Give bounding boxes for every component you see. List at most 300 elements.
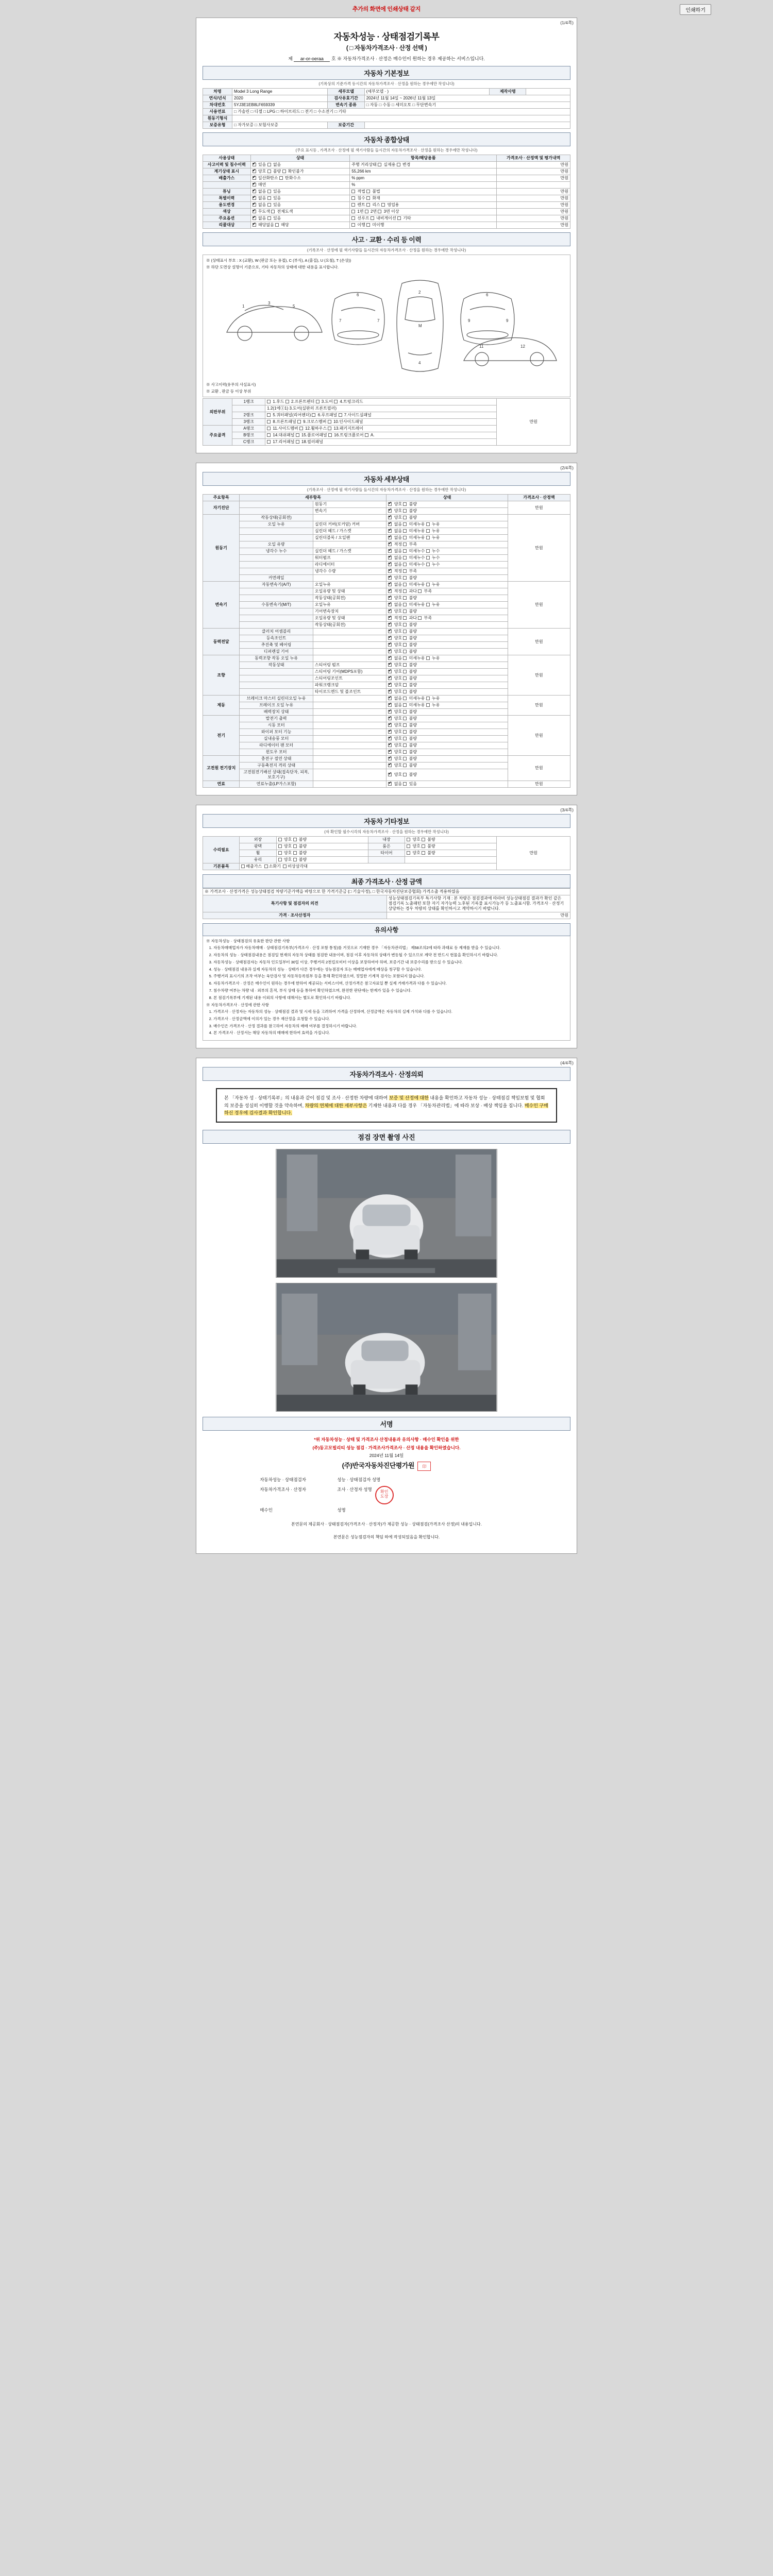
detail-sub-1-0: 작동상태(공회전): [240, 515, 313, 521]
detail-item-0-1: 변속기: [313, 508, 386, 515]
panel-damage-table: [203, 398, 570, 446]
panel-price-value: 만원: [497, 399, 570, 446]
overall-state-table: [203, 155, 570, 229]
detail-sub-6-0: 발전기 출력: [240, 716, 313, 722]
panel-items-1-0[interactable]: 11.사이드멤버 12.휠하우스 13.패키지트레이: [265, 426, 497, 432]
detail-sub-1-7: [240, 562, 313, 568]
detail-item-0-0: 원동기: [313, 501, 386, 508]
table-row: [203, 102, 570, 109]
etc-val-3-b[interactable]: [405, 857, 497, 863]
table-row: [203, 95, 570, 102]
detail-group-2: 변속기: [203, 582, 240, 629]
detail-price-6: 만원: [508, 716, 570, 756]
detail-group-1: 원동기: [203, 515, 240, 582]
section-etc-title: 자동차 기타정보: [203, 814, 570, 828]
etc-key-1-b: 룸은: [368, 843, 405, 850]
overall-group-0: 사고이력 및 침수이력: [203, 162, 251, 168]
detail-state-6-3[interactable]: ✔ 양호 불량: [386, 736, 508, 742]
panel-rank-1-2: C랭크: [232, 439, 265, 446]
warning-item: 4. 성능 · 상태점검 내용과 실제 자동차의 성능 · 상태가 다른 경우에는 성능점검자 또는 매매업자에게 배상을 청구할 수 있습니다.: [213, 967, 567, 973]
detail-sub-6-1: 시동 모터: [240, 722, 313, 729]
basic-1-label2: 검사유효기간: [328, 95, 364, 102]
detail-state-1-8[interactable]: ✔ 적정 부족: [386, 568, 508, 575]
basic-2-label: 차대번호: [203, 102, 232, 109]
detail-item-5-2: [313, 709, 386, 716]
detail-state-6-0[interactable]: ✔ 양호 불량: [386, 716, 508, 722]
warning-item-secondary: 4. 본 가격조사 · 산정서는 해당 자동차의 매매에 한하여 효력을 가집니다.: [213, 1030, 567, 1036]
detail-state-7-2[interactable]: ✔ 양호 불량: [386, 769, 508, 781]
table-row: [203, 515, 570, 521]
table-row: [203, 837, 570, 843]
svg-text:2: 2: [418, 290, 421, 295]
table-row: [203, 582, 570, 588]
signature-inspector-value: 성능 · 상태점검자 성명: [337, 1477, 381, 1482]
section-overall-title: 자동차 종합상태: [203, 132, 570, 146]
detail-sub-0-0: [240, 501, 313, 508]
basic-5-label2: 보증기간: [328, 122, 364, 129]
svg-text:6: 6: [357, 293, 359, 297]
page-2-number: (2/4쪽): [560, 465, 574, 470]
detail-sub-6-5: 윈도우 모터: [240, 749, 313, 756]
detail-state-3-3[interactable]: ✔ 양호 불량: [386, 649, 508, 655]
detail-state-1-4[interactable]: ✔ 적정 부족: [386, 541, 508, 548]
signature-rows: [260, 1475, 513, 1516]
page-2: [196, 463, 577, 795]
detail-item-6-2: [313, 729, 386, 736]
warning-item: 1. 자동차매매업자가 자동차매매 · 상태점검기록부(가격조사 · 산정 포함 통칭)를 거짓으로 기재한 경우 「자동차관리법」 제58조의2에 따라 과태료 등 제재를 받을 수 있습니다.: [213, 945, 567, 951]
detail-sub-1-4: 오일 유량: [240, 541, 313, 548]
detail-state-1-0[interactable]: ✔ 양호 불량: [386, 515, 508, 521]
panel-group-0: 외판부위: [203, 399, 232, 426]
warning-item: 5. 주행거리 표시기의 조작 여부는 육안검사 및 자동차등록원부 등을 통해 확인하였으며, 정밀한 기계적 검사는 포함되지 않습니다.: [213, 974, 567, 979]
overall-col-3: 가격조사 · 산정액 및 평가내역: [497, 155, 570, 162]
detail-state-7-1[interactable]: ✔ 양호 불량: [386, 762, 508, 769]
table-row: [203, 222, 570, 229]
detail-state-1-3[interactable]: ✔ 없음 미세누유 누유: [386, 535, 508, 541]
signature-section-title: 서명: [203, 1417, 570, 1431]
overall-price-2: 만원: [497, 175, 570, 182]
table-row: [203, 895, 570, 912]
detail-state-1-5[interactable]: ✔ 없음 미세누수 누수: [386, 548, 508, 555]
detail-sub-4-4: [240, 682, 313, 689]
page-1-number: (1/4쪽): [560, 20, 574, 25]
svg-text:7: 7: [377, 318, 380, 323]
overall-items-6[interactable]: ✔ 없음 있음: [250, 202, 350, 209]
etc-key-1-a: 광택: [240, 843, 276, 850]
detail-group-6: 전기: [203, 716, 240, 756]
detail-state-2-1[interactable]: ✔ 적정 과다 부족: [386, 588, 508, 595]
warnings-box: [203, 936, 570, 1041]
table-row: [203, 115, 570, 122]
section-basic-info-title: 자동차 기본정보: [203, 66, 570, 80]
detail-state-4-0[interactable]: ✔ 없음 미세누유 누유: [386, 655, 508, 662]
table-row: [203, 696, 570, 702]
detail-sub-3-1: 등속조인트: [240, 635, 313, 642]
detail-state-4-2[interactable]: ✔ 양호 불량: [386, 669, 508, 675]
svg-text:M: M: [418, 324, 422, 328]
detail-sub-2-0: 자동변속기(A/T): [240, 582, 313, 588]
detail-state-3-2[interactable]: ✔ 양호 불량: [386, 642, 508, 649]
overall-price-8: 만원: [497, 215, 570, 222]
detail-item-6-5: [313, 749, 386, 756]
detail-item-2-2: 작동상태(공회전): [313, 595, 386, 602]
detail-sub-5-1: 브레이크 오일 누유: [240, 702, 313, 709]
svg-text:3: 3: [268, 301, 271, 306]
overall-group-8: 주요옵션: [203, 215, 251, 222]
detail-state-1-2[interactable]: ✔ 없음 미세누유 누유: [386, 528, 508, 535]
detail-sub-2-5: [240, 615, 313, 622]
warning-item-secondary: 2. 가격조사 · 산정금액에 이의가 있는 경우 재산정을 요청할 수 있습니다.: [213, 1016, 567, 1022]
warning-item: 7. 침수차량 여부는 차량 내 · 외부의 흔적, 부식 상태 등을 통하여 확인하였으며, 완전한 판단에는 한계가 있을 수 있습니다.: [213, 988, 567, 994]
overall-items-8[interactable]: ✔ 없음 있음: [250, 215, 350, 222]
etc-key-2-a: 휠: [240, 850, 276, 857]
etc-price-value: 만원: [497, 837, 570, 870]
etc-val-1-b[interactable]: 양호 불량: [405, 843, 497, 850]
section-basic-info-note: (기록상의 기준가격 등시간의 자동차가격조사 · 산정을 원하는 경우에만 작성니다): [318, 81, 455, 86]
table-header-row: [203, 495, 570, 501]
detail-sub-5-2: 배력장치 상태: [240, 709, 313, 716]
table-row: [203, 89, 570, 95]
detail-item-2-5: 오일유량 및 상태: [313, 615, 386, 622]
panel-rank-0-3: 3랭크: [232, 419, 265, 426]
overall-items-4[interactable]: ✔ 없음 있음: [250, 189, 350, 195]
detail-state-6-5[interactable]: ✔ 양호 불량: [386, 749, 508, 756]
panel-items-1-2[interactable]: 17.리어패널 18.필러패널: [265, 439, 497, 446]
detail-sub-6-2: 와이퍼 모터 기능: [240, 729, 313, 736]
table-row: [203, 195, 570, 202]
overall-price-5: 만원: [497, 195, 570, 202]
table-row: [203, 162, 570, 168]
diagram-note-1: ※ (상태표시 부호 : X (교환), W (판금 또는 용접), C (부식), A (흠집), U (요철), T (손상)): [206, 258, 351, 263]
damage-diagram-panel: [203, 255, 570, 397]
overall-items-0[interactable]: ✔ 있음 없음: [250, 162, 350, 168]
panel-rank-0-2: 2랭크: [232, 412, 265, 419]
overall-items-3[interactable]: ✔ 매연: [250, 182, 350, 189]
overall-detail-1[interactable]: 55,266 km: [350, 168, 497, 175]
document-subtitle: ( □ 자동차가격조사 · 산정 선택 ): [346, 44, 427, 52]
car-diagram: [205, 270, 568, 381]
svg-text:7: 7: [339, 318, 342, 323]
table-row: [203, 501, 570, 508]
warnings-sub-title: ※ 자동차가격조사 · 산정에 관한 사항: [206, 1002, 269, 1007]
detail-item-4-5: 타이로드엔드 및 볼조인트: [313, 689, 386, 696]
overall-price-7: 만원: [497, 209, 570, 215]
overall-group-3: [203, 182, 251, 189]
detail-state-4-5[interactable]: ✔ 양호 불량: [386, 689, 508, 696]
warning-item: 6. 자동차가격조사 · 산정은 매수인이 원하는 경우에 한하여 제공되는 서비스이며, 산정가격은 참고자료일 뿐 실제 거래가격과 다를 수 있습니다.: [213, 981, 567, 987]
top-notice-text: 추가의 화면에 인쇄상태 같지: [352, 6, 421, 12]
warning-item: 8. 본 점검기록부에 기재된 내용 이외의 사항에 대해서는 별도로 확인하시기 바랍니다.: [213, 995, 567, 1001]
section-detail-note: (기록조사 · 산정에 필 색기사람들 들시간의 자동차가격조사 · 산정을 원하는 경우에만 작성니다): [307, 487, 466, 492]
detail-state-2-4[interactable]: ✔ 양호 불량: [386, 608, 508, 615]
detail-state-1-6[interactable]: ✔ 없음 미세누수 누수: [386, 555, 508, 562]
signature-company: (주)반국자동차진단평가원: [342, 1462, 414, 1470]
basic-1-value2: 2024년 11월 14일 ~ 2026년 11월 13일: [364, 95, 570, 102]
etc-key-0-b: 내장: [368, 837, 405, 843]
detail-price-8: 만원: [508, 781, 570, 788]
table-row: [203, 189, 570, 195]
detail-group-7: 고전원 전기장치: [203, 756, 240, 781]
detail-state-5-0[interactable]: ✔ 없음 미세누유 누유: [386, 696, 508, 702]
panel-items-0-3[interactable]: 8.프론트패널 9.크로스멤버 10.인사이드패널: [265, 419, 497, 426]
overall-price-4: 만원: [497, 189, 570, 195]
table-row: [203, 781, 570, 788]
overall-items-2[interactable]: ✔ 일산화탄소 탄화수소: [250, 175, 350, 182]
overall-detail-0[interactable]: 주행 거리상태 실제용 변경: [350, 162, 497, 168]
detail-state-5-1[interactable]: ✔ 없음 미세누유 누유: [386, 702, 508, 709]
panel-items-1-1[interactable]: 14.대쉬패널 15.플로어패널 16.트렁크플로어 A.: [265, 432, 497, 439]
doc-no-value: ar-or-oeraa: [294, 56, 330, 62]
basic-info-table: [203, 88, 570, 129]
basic-5-value2: [364, 122, 570, 129]
etc-val-2-b[interactable]: 양호 불량: [405, 850, 497, 857]
detail-state-2-2[interactable]: ✔ 양호 불량: [386, 595, 508, 602]
panel-group-1: 주요골격: [203, 426, 232, 446]
special-note-label: 특기사항 및 점검자의 의견: [203, 895, 387, 912]
overall-items-9[interactable]: ✔ 해당없음 해당: [250, 222, 350, 229]
table-row: [203, 215, 570, 222]
detail-state-6-4[interactable]: ✔ 양호 불량: [386, 742, 508, 749]
detail-state-6-2[interactable]: ✔ 양호 불량: [386, 729, 508, 736]
signature-row-buyer: [260, 1505, 513, 1515]
detail-col-3: 가격조사 · 산정액: [508, 495, 570, 501]
signature-buyer-label: 매수인: [260, 1507, 273, 1513]
etc-val-0-a[interactable]: 양호 불량: [276, 837, 368, 843]
signature-buyer-value: 성명: [337, 1507, 346, 1513]
detail-item-8-0: [313, 781, 386, 788]
basic-2-label2: 변속기 종류: [328, 102, 364, 109]
table-row: [203, 168, 570, 175]
detail-price-1: 만원: [508, 515, 570, 582]
overall-group-9: 리콜대상: [203, 222, 251, 229]
etc-key-3-a: 유리: [240, 857, 276, 863]
detail-col-1: 세부항목: [240, 495, 386, 501]
section-accident-title: 사고 · 교환 · 수리 등 이력: [203, 232, 570, 246]
overall-detail-8[interactable]: 선루프 내비게이션 기타: [350, 215, 497, 222]
table-row: [203, 756, 570, 762]
detail-state-8-0[interactable]: ✔ 없음 있음: [386, 781, 508, 788]
basic-0-label: 차명: [203, 89, 232, 95]
detail-state-2-5[interactable]: ✔ 적정 과다 부족: [386, 615, 508, 622]
warning-item-secondary: 3. 매수인은 가격조사 · 산정 결과를 참고하여 자동차의 매매 여부를 결정하시기 바랍니다.: [213, 1024, 567, 1029]
detail-col-0: 주요항목: [203, 495, 240, 501]
etc-repair-label: 수리필요: [203, 837, 240, 863]
detail-sub-1-1: 오일 누유: [240, 521, 313, 528]
overall-price-9: 만원: [497, 222, 570, 229]
detail-state-4-4[interactable]: ✔ 양호 불량: [386, 682, 508, 689]
table-row: [203, 202, 570, 209]
svg-text:1: 1: [242, 304, 245, 309]
document-number-line: [203, 55, 570, 62]
detail-state-7-0[interactable]: ✔ 양호 불량: [386, 756, 508, 762]
detail-state-6-1[interactable]: ✔ 양호 불량: [386, 722, 508, 729]
detail-state-0-0[interactable]: ✔ 양호 불량: [386, 501, 508, 508]
overall-detail-6[interactable]: 렌트 리스 영업용: [350, 202, 497, 209]
signature-assessor-label: 자동차가격조사 · 산정자: [260, 1487, 306, 1492]
detail-item-5-1: [313, 702, 386, 709]
detail-item-2-6: 작동상태(공회전): [313, 622, 386, 629]
company-stamp-icon: 印: [417, 1462, 431, 1471]
signature-inspector-label: 자동차성능 · 상태점검자: [260, 1477, 306, 1482]
detail-state-1-7[interactable]: ✔ 없음 미세누수 누수: [386, 562, 508, 568]
detail-item-4-0: [313, 655, 386, 662]
detail-state-1-1[interactable]: ✔ 없음 미세누유 누유: [386, 521, 508, 528]
overall-detail-9[interactable]: 이행 미이행: [350, 222, 497, 229]
final-price-table: [203, 888, 570, 919]
signature-date: 2024년 11월 14일: [369, 1453, 404, 1459]
signature-assessor-value: 조사 · 산정자 성명: [337, 1487, 372, 1492]
section-detail-title: 자동차 세부상태: [203, 472, 570, 486]
detail-state-2-3[interactable]: ✔ 없음 미세누유 누유: [386, 602, 508, 608]
detail-state-4-1[interactable]: ✔ 양호 불량: [386, 662, 508, 669]
basic-4-label: 원동기형식: [203, 115, 232, 122]
section-overall-note: (주요 표시등 , 가격조사 · 산정에 필 색기사람들 들시간의 자동차가격조사 · 산정을 원하는 경우에만 작성니다): [295, 148, 478, 152]
table-row: [203, 122, 570, 129]
detail-item-7-1: [313, 762, 386, 769]
table-row: [203, 209, 570, 215]
detail-item-7-2: [313, 769, 386, 781]
doc-no-tail: ※ 자동차가격조사 · 산정은 매수인이 원하는 경우 제공하는 서비스입니다.: [337, 56, 485, 61]
basic-4-value: [232, 115, 570, 122]
document-title: 자동차성능 · 상태점검기록부: [333, 32, 440, 42]
top-toolbar: [0, 0, 773, 18]
overall-group-5: 특별이력: [203, 195, 251, 202]
table-row: [203, 109, 570, 115]
warning-item-secondary: 1. 가격조사 · 산정자는 자동차의 성능 · 상태점검 결과 및 시세 등을 고려하여 가격을 산정하며, 산정금액은 자동차의 실제 가치와 다를 수 있습니다.: [213, 1009, 567, 1015]
detail-sub-1-6: [240, 555, 313, 562]
warning-item: 3. 자동차성능 · 상태점검자는 자동차 인도일부터 30일 이상, 주행거리 2천킬로미터 이상을 보장하여야 하며, 보증기간 내 보증수리를 받으실 수 있습니다.: [213, 960, 567, 965]
guarantee-highlight-2: 차량의 연체에 대한 세부사항은: [305, 1103, 367, 1108]
table-row: [203, 655, 570, 662]
overall-col-1: 상태: [250, 155, 350, 162]
basic-0-value: Model 3 Long Range: [232, 89, 328, 95]
page-3-number: (3/4쪽): [560, 807, 574, 812]
detail-price-7: 만원: [508, 756, 570, 781]
assessor-stamp-icon: 확인 도장: [375, 1486, 394, 1504]
etc-val-0-b[interactable]: 양호 불량: [405, 837, 497, 843]
overall-price-1: 만원: [497, 168, 570, 175]
overall-items-5[interactable]: ✔ 없음 있음: [250, 195, 350, 202]
detail-state-2-0[interactable]: ✔ 없음 미세누유 누유: [386, 582, 508, 588]
detail-state-3-1[interactable]: ✔ 양호 불량: [386, 635, 508, 642]
detail-group-4: 조향: [203, 655, 240, 696]
signature-row-assessor: [260, 1485, 513, 1505]
guarantee-highlight-1: 보증 및 산정에 대한: [389, 1095, 429, 1101]
table-row: [203, 889, 570, 895]
detail-state-0-1[interactable]: ✔ 양호 불량: [386, 508, 508, 515]
detail-price-0: 만원: [508, 501, 570, 515]
overall-detail-5[interactable]: 침수 화재: [350, 195, 497, 202]
overall-group-1: 계기상태 표시: [203, 168, 251, 175]
detail-item-7-0: [313, 756, 386, 762]
detail-item-4-4: 파워크랭크암: [313, 682, 386, 689]
guarantee-line-1: 본 「자동차 성 · 상태기록부」의 내용과 같이 점검 및 조사 · 산정한 차량에 대하여: [224, 1095, 388, 1101]
panel-items-0-1[interactable]: 1.2(1에①1) 3.도어(실판의 프론트필러): [265, 405, 497, 412]
doc-no-prefix: 제: [288, 56, 293, 61]
section-request-title: 자동차가격조사 · 산정의뢰: [203, 1067, 570, 1081]
basic-3-value: □ 가솔린 □ 디젤 □ LPG □ 하이브리드 □ 전기 □ 수소전기 □ 기타: [232, 109, 570, 115]
signature-row-inspector: [260, 1475, 513, 1485]
detail-item-1-3: 실린더블록 / 오일팬: [313, 535, 386, 541]
detail-item-5-0: [313, 696, 386, 702]
panel-items-0-2[interactable]: 5.쿼터패널(리어펜더) 6.루프패널 7.사이드실패널: [265, 412, 497, 419]
detail-sub-3-2: 추진축 및 베어링: [240, 642, 313, 649]
detail-sub-1-8: [240, 568, 313, 575]
panel-items-0-0[interactable]: 1.후드 2.프론트펜더 3.도어 4.트렁크리드: [265, 399, 497, 405]
detail-item-2-0: 오일누유: [313, 582, 386, 588]
overall-detail-7[interactable]: 1면 2면 3면 이상: [350, 209, 497, 215]
detail-state-4-3[interactable]: ✔ 양호 불량: [386, 675, 508, 682]
detail-sub-4-5: [240, 689, 313, 696]
detail-state-2-6[interactable]: ✔ 양호 불량: [386, 622, 508, 629]
print-button[interactable]: 인쇄하기: [680, 4, 711, 15]
detail-item-3-1: [313, 635, 386, 642]
basic-0-label2: 세부모델: [328, 89, 364, 95]
detail-price-2: 만원: [508, 582, 570, 629]
detail-item-3-0: [313, 629, 386, 635]
etc-val-3-a[interactable]: 양호 불량: [276, 857, 368, 863]
detail-state-1-9[interactable]: ✔ 양호 불량: [386, 575, 508, 582]
detail-sub-2-2: [240, 595, 313, 602]
basic-0-value3: [526, 89, 570, 95]
diagram-foot-1: ※ 사고이력(유무의 사실표시): [206, 382, 256, 387]
etc-key-0-a: 외장: [240, 837, 276, 843]
detail-price-5: 만원: [508, 696, 570, 716]
basic-5-label: 보증유형: [203, 122, 232, 129]
basic-5-value: □ 자가보증 □ 보험사보증: [232, 122, 328, 129]
detail-state-3-0[interactable]: ✔ 양호 불량: [386, 629, 508, 635]
signature-body: [203, 1431, 570, 1546]
detail-sub-1-5: 냉각수 누수: [240, 548, 313, 555]
footnote-1: 본연문의 제공회사 · 상태점검자(가격조사 · 산정자)가 제공한 성능 · 상태점검(가격조사 산정)의 내용입니다.: [291, 1522, 482, 1527]
etc-val-1-a[interactable]: 양호 불량: [276, 843, 368, 850]
detail-sub-2-6: [240, 622, 313, 629]
detail-item-1-5: 실린더 헤드 / 가스켓: [313, 548, 386, 555]
page-3: [196, 805, 577, 1048]
warning-item: 2. 자동차의 성능 · 상태점검내용은 점검일 현재의 자동차 상태를 점검한 내용이며, 점검 이후 자동차의 상태가 변동될 수 있으므로 계약 전 반드시 현물을 확인하시기 바랍니다.: [213, 953, 567, 958]
signature-line-2: (주)동고모빌리티 성능 점검 · 가격조사가격조사 · 산정 내용을 확인하였습니다.: [312, 1445, 461, 1450]
etc-val-2-a[interactable]: 양호 불량: [276, 850, 368, 857]
overall-detail-3[interactable]: %: [350, 182, 497, 189]
detail-sub-0-1: [240, 508, 313, 515]
signature-line-1: *위 자동차성능 · 상태 및 가격조사 산정내용과 유의사항 · 매수인 확인을 위한: [314, 1437, 459, 1443]
detail-sub-6-3: 실내송풍 모터: [240, 736, 313, 742]
detail-price-4: 만원: [508, 655, 570, 696]
detail-item-2-1: 오일유량 및 상태: [313, 588, 386, 595]
overall-group-4: 튜닝: [203, 189, 251, 195]
etc-key-2-b: 타이어: [368, 850, 405, 857]
overall-detail-4[interactable]: 적법 불법: [350, 189, 497, 195]
overall-items-1[interactable]: ✔ 양호 불량 확인불가: [250, 168, 350, 175]
detail-sub-6-4: 라디에이터 팬 모터: [240, 742, 313, 749]
detail-item-2-3: 오일누유: [313, 602, 386, 608]
basic-1-value: 2020: [232, 95, 328, 102]
page-4: [196, 1058, 577, 1554]
basic-2-value: 5YJ3E1EB8LF659339: [232, 102, 328, 109]
detail-state-5-2[interactable]: ✔ 양호 불량: [386, 709, 508, 716]
detail-item-1-2: 실린더 헤드 / 가스켓: [313, 528, 386, 535]
detail-item-1-4: [313, 541, 386, 548]
overall-items-7[interactable]: ✔ 무도색 전체도색: [250, 209, 350, 215]
overall-detail-2[interactable]: % ppm: [350, 175, 497, 182]
svg-text:9: 9: [468, 318, 470, 323]
detail-item-1-6: 워터펌프: [313, 555, 386, 562]
detail-sub-3-3: 디퍼렌셜 기어: [240, 649, 313, 655]
table-row: [203, 716, 570, 722]
etc-basic-items-value[interactable]: 배출가스 소화기 비상삼각대: [240, 863, 497, 870]
inspection-photo-title: 점검 장면 촬영 사진: [203, 1130, 570, 1144]
detail-sub-1-9: 커먼레일: [240, 575, 313, 582]
